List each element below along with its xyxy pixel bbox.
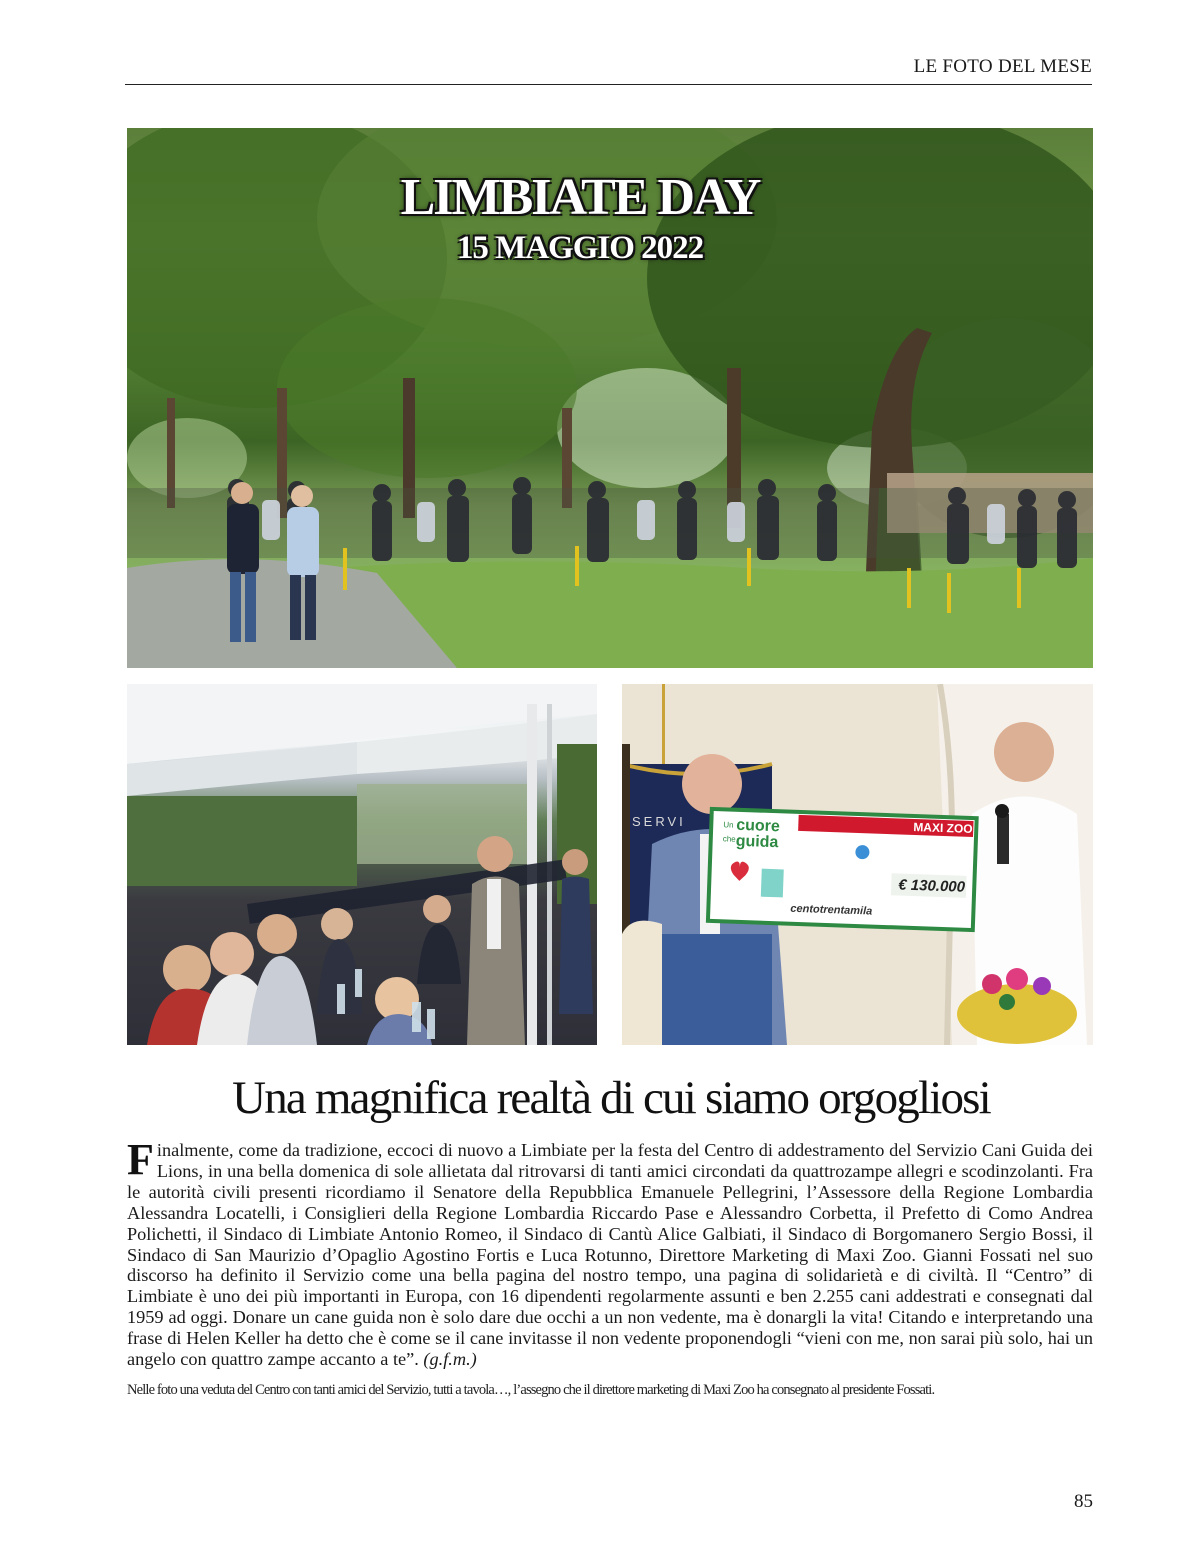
cheque-slogan-cuore: cuore (735, 816, 781, 836)
photo-caption: Nelle foto una veduta del Centro con tanti amici del Servizio, tutti a tavola…, l’assegno che il direttore marketing di Maxi Zoo ha consegnato al presidente Fossati. (127, 1382, 935, 1398)
article-text: inalmente, come da tradizione, eccoci di nuovo a Limbiate per la festa del Centro di addestramento del Servizio Cani Guida dei Lions, in una bella domenica di sole allietata dal ritrovarsi di tanti amici circondati da quattrozampe allegri e scodinzolanti. Fra le autorità civili presenti ricordiamo il Senatore della Repubblica Emanuele Pellegrini, l’Assessore della Regione Lombardia Alessandra Locatelli, i Consiglieri della Regione Lombardia Riccardo Pase e Alessandro Corbetta, il Prefetto di Como Andrea Polichetti, il Sindaco di Limbiate Antonio Romeo, il Sindaco di Cantù Alice Galbiati, il Sindaco di Borgomanero Sergio Bossi, il Sindaco di San Maurizio d’Opaglio Agostino Fortis e Luca Rotunno, Direttore Marketing di Maxi Zoo. Gianni Fossati nel suo discorso ha definito il Servizio come una bella pagina del nostro tempo, una pagina di solidarietà e di civiltà. Il “Centro” di Limbiate è uno dei più importanti in Europa, con 16 dipendenti regolarmente assunti e ben 2.255 cani addestrati e consegnati dal 1959 ad oggi. Donare un cane guida non è solo dare due occhi a un non vedente, ma è donargli la vita! Citando e interpretando una frase di Helen Keller ha detto che è come se il cane invitasse il non vedente proponendogli “vieni con me, non sarai più solo, hai un angelo con quattro zampe accanto a te”. (127, 1140, 1093, 1370)
drop-cap: F (127, 1135, 154, 1184)
tent-photo (127, 684, 597, 1045)
running-head: LE FOTO DEL MESE (913, 56, 1092, 77)
article-title: Una magnifica realtà di cui siamo orgogliosi (232, 1072, 990, 1124)
cheque-amount: € 130.000 (897, 876, 966, 896)
banner-text: SERVI (632, 814, 686, 829)
cheque-brand: MAXI ZOO (913, 819, 973, 837)
park-photo (127, 128, 1093, 668)
header-rule (125, 84, 1092, 85)
cheque-illustration (622, 684, 1093, 1045)
article-body (127, 1135, 1093, 1370)
cheque-slogan-che: che (722, 834, 736, 844)
cheque-slogan-guida: guida (735, 832, 779, 852)
park-photo-date: 15 MAGGIO 2022 (456, 230, 704, 266)
page-number: 85 (1074, 1491, 1093, 1512)
article-signature: (g.f.m.) (423, 1349, 477, 1370)
park-photo-title: LIMBIATE DAY (400, 169, 760, 226)
cheque-slogan-un: Un (723, 820, 734, 830)
cheque-photo (622, 684, 1093, 1045)
cheque-amount-words: centotrentamila (790, 902, 873, 918)
tent-illustration (127, 684, 597, 1045)
